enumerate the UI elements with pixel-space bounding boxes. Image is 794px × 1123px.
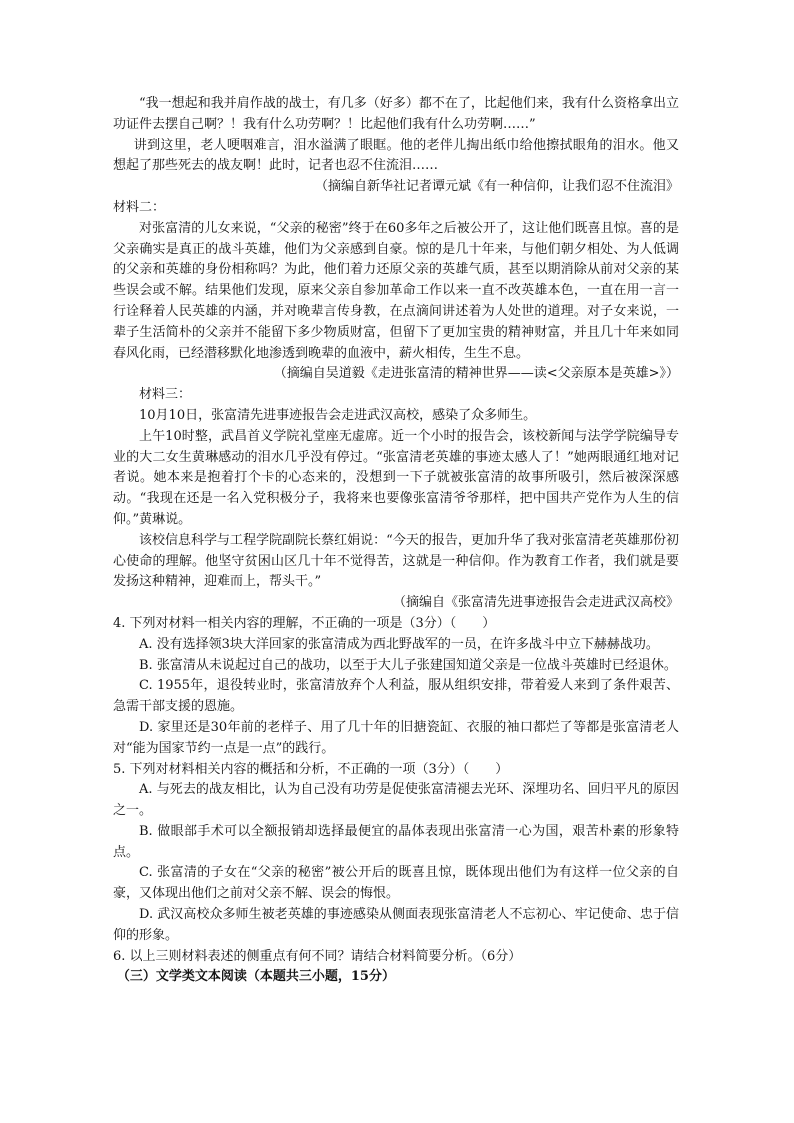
material3-paragraph-2: 上午10时整，武昌首义学院礼堂座无虚席。近一个小时的报告会，该校新闻与法学学院编导专业的大二女生黄琳感动的泪水几乎没有停过。“张富清老英雄的事迹太感人了！”她两眼通红地对记者说。她本来是抱着打个卡的心态来的，没想到一下子就被张富清的故事所吸引，然后被深深感动。“我现在还是一名入党积极分子，我将来也要像张富清爷爷那样，把中国共产党作为人生的信仰。”黄琳说。 — [113, 428, 679, 527]
material3-paragraph-3: 该校信息科学与工程学院副院长蔡红娟说：“今天的报告，更加升华了我对张富清老英雄那份初心使命的理解。他坚守贫困山区几十年不觉得苦，这就是一种信仰。作为教育工作者，我们就是要发扬这种精神，迎难而上，帮头干。” — [113, 532, 679, 590]
material1-narration: 讲到这里，老人哽咽难言，泪水溢满了眼眶。他的老伴儿掏出纸巾给他擦拭眼角的泪水。他又想起了那些死去的战友啊！此时，记者也忍不住流泪…… — [113, 137, 679, 174]
material2-source: （摘编自吴道毅《走进张富清的精神世界——读<父亲原本是英雄>》） — [273, 366, 679, 382]
material1-source: （摘编自新华社记者谭元斌《有一种信仰，让我们忍不住流泪》 — [314, 179, 679, 195]
material3-source: （摘编自《张富清先进事迹报告会走进武汉高校》 — [392, 595, 679, 611]
question-5-option-d: D. 武汉高校众多师生被老英雄的事迹感染从侧面表现张富清老人不忘初心、牢记使命、忠于信仰的形象。 — [113, 907, 679, 943]
material3-label: 材料三： — [139, 387, 192, 403]
question-4-option-d: D. 家里还是30年前的老样子、用了几十年的旧搪瓷缸、衣服的袖口都烂了等都是张富清老人对“能为国家节约一点是一点”的践行。 — [113, 719, 679, 756]
question-4-stem: 4. 下列对材料一相关内容的理解，不正确的一项是（3分）（ ） — [113, 615, 496, 631]
question-5-option-b: B. 做眼部手术可以全额报销却选择最便宜的晶体表现出张富清一心为国，艰苦朴素的形象特点。 — [113, 823, 679, 860]
material1-quote: “我一想起和我并肩作战的战士，有几多（好多）都不在了，比起他们来，我有什么资格拿出立功证件去摆自己啊？！我有什么功劳啊？！比起他们我有什么功劳啊……” — [113, 96, 679, 132]
question-6-stem: 6. 以上三则材料表述的侧重点有何不同？请结合材料简要分析。（6分） — [113, 948, 522, 964]
question-5-option-c: C. 张富清的子女在“父亲的秘密”被公开后的既喜且惊，既体现出他们为有这样一位父亲的自豪，又体现出他们之前对父亲不解、误会的悔恨。 — [113, 865, 679, 902]
question-4-option-a: A. 没有选择领3块大洋回家的张富清成为西北野战军的一员，在许多战斗中立下赫赫战功。 — [139, 636, 659, 652]
material2-body: 对张富清的儿女来说，“父亲的秘密”终于在60多年之后被公开了，这让他们既喜且惊。喜的是父亲确实是真正的战斗英雄，他们为父亲感到自豪。惊的是几十年来，与他们朝夕相处、为人低调的父亲和英雄的身份相称吗？为此，他们着力还原父亲的英雄气质，甚至以期消除从前对父亲的某些误会或不解。结果他们发现，原来父亲自参加革命工作以来一直不改英雄本色，一直在用一言一行诠释着人民英雄的内涵，并对晚辈言传身教，在点滴间讲述着为人处世的道理。对子女来说，一辈子生活简朴的父亲并不能留下多少物质财富，但留下了更加宝贵的精神财富，并且几十年来如同春风化雨，已经潜移默化地渗透到晚辈的血液中，薪火相传，生生不息。 — [113, 220, 679, 361]
section-3-title: （三）文学类文本阅读（本题共三小题，15分） — [116, 969, 395, 985]
question-5-stem: 5. 下列对材料相关内容的概括和分析，不正确的一项（3分）（ ） — [113, 761, 509, 777]
exam-page — [113, 94, 679, 988]
question-4-option-b: B. 张富清从未说起过自己的战功，以至于大儿子张建国知道父亲是一位战斗英雄时已经退休。 — [139, 657, 677, 673]
material2-label: 材料二： — [113, 199, 166, 215]
material3-paragraph-1: 10月10日，张富清先进事迹报告会走进武汉高校，感染了众多师生。 — [139, 407, 537, 423]
question-4-option-c: C. 1955年，退役转业时，张富清放弃个人利益，服从组织安排，带着爱人来到了条件艰苦、急需干部支援的恩施。 — [113, 678, 679, 715]
question-5-option-a: A. 与死去的战友相比，认为自己没有功劳是促使张富清褪去光环、深埋功名、回归平凡的原因之一。 — [113, 782, 679, 819]
